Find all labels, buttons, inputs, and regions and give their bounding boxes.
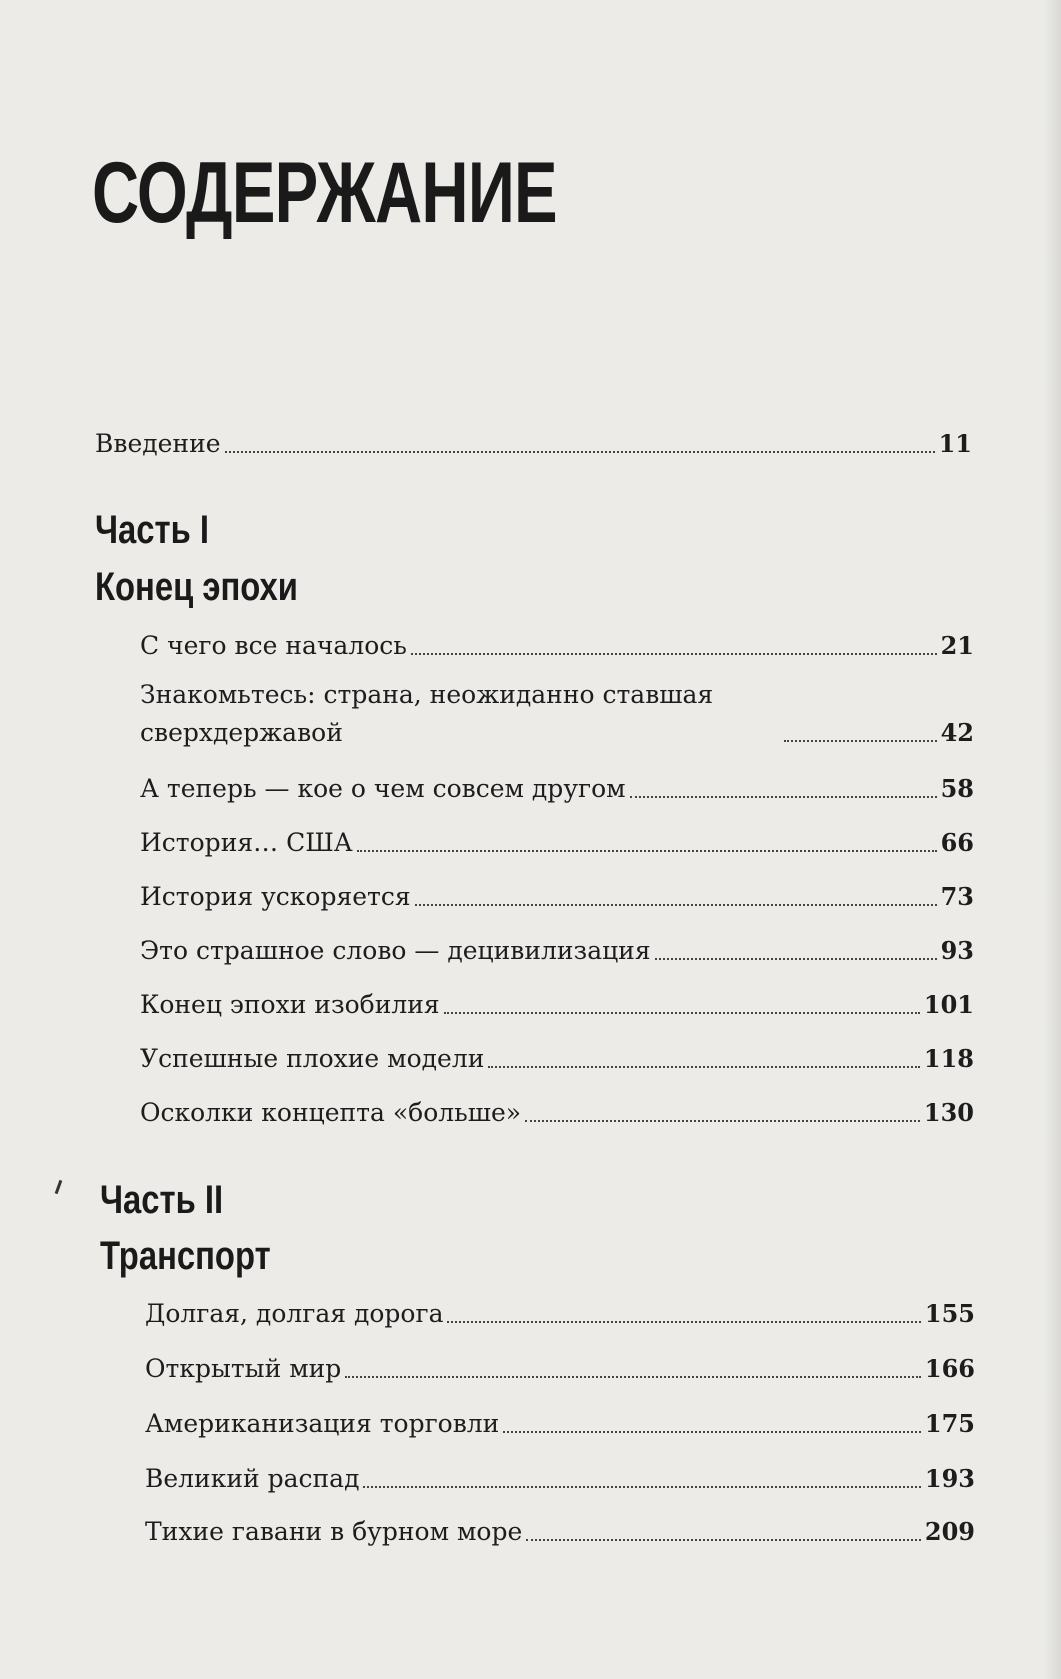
dot-leader (225, 451, 935, 453)
toc-entry[interactable] (140, 878, 974, 916)
toc-entry-label: Это страшное слово — децивилизация (140, 936, 651, 965)
dot-leader (525, 1120, 920, 1122)
part-number: Часть I (95, 508, 209, 552)
toc-entry-label: Американизация торговли (145, 1409, 500, 1438)
toc-entry[interactable] (140, 627, 974, 665)
toc-entry-label: Открытый мир (145, 1354, 342, 1383)
toc-entry-intro[interactable] (95, 425, 972, 463)
toc-page-number: 21 (940, 631, 974, 660)
toc-entry[interactable] (145, 1350, 975, 1388)
toc-entry-label: С чего все началось (140, 631, 407, 660)
toc-page-number: 209 (924, 1517, 975, 1546)
toc-page-number: 58 (940, 774, 974, 803)
toc-entry-label: Долгая, долгая дорога (145, 1299, 444, 1328)
toc-entry-label: Конец эпохи изобилия (140, 990, 440, 1019)
part-number: Часть II (100, 1178, 224, 1222)
toc-page-number: 66 (940, 828, 974, 857)
dot-leader (630, 796, 937, 798)
toc-entry[interactable] (140, 770, 974, 808)
toc-entry[interactable] (145, 1405, 975, 1443)
toc-entry[interactable] (145, 1295, 975, 1333)
toc-entry[interactable] (140, 676, 974, 752)
toc-entry-label: История… США (140, 828, 353, 857)
toc-page-number: 155 (924, 1299, 975, 1328)
toc-page-number: 193 (924, 1464, 975, 1493)
page-title: СОДЕРЖАНИЕ (92, 145, 557, 241)
toc-entry-label: Успешные плохие модели (140, 1044, 485, 1073)
toc-entry-label: Тихие гавани в бурном море (145, 1517, 523, 1546)
toc-page-number: 42 (940, 718, 974, 747)
stray-mark (55, 1180, 63, 1194)
part-name: Транспорт (100, 1234, 271, 1278)
toc-page-number: 11 (938, 429, 972, 458)
toc-entry[interactable] (140, 1040, 974, 1078)
toc-entry-label: История ускоряется (140, 882, 411, 911)
dot-leader (411, 653, 937, 655)
toc-page-number: 118 (923, 1044, 974, 1073)
toc-entry-label: Великий распад (145, 1464, 360, 1493)
dot-leader (488, 1066, 919, 1068)
toc-entry-label: А теперь — кое о чем совсем другом (140, 774, 626, 803)
dot-leader (447, 1321, 920, 1323)
toc-entry[interactable] (140, 932, 974, 970)
dot-leader (357, 850, 937, 852)
dot-leader (444, 1012, 920, 1014)
dot-leader (784, 740, 937, 742)
dot-leader (655, 958, 937, 960)
toc-page-number: 166 (924, 1354, 975, 1383)
toc-page-number: 73 (940, 882, 974, 911)
toc-entry[interactable] (145, 1460, 975, 1498)
dot-leader (415, 904, 937, 906)
toc-entry-label: Знакомьтесь: страна, неожиданно ставшая сверхдержавой (140, 680, 714, 747)
toc-page-number: 101 (923, 990, 974, 1019)
dot-leader (363, 1486, 920, 1488)
toc-entry-label: Введение (95, 429, 221, 458)
toc-page-number: 130 (923, 1098, 974, 1127)
toc-entry[interactable] (140, 986, 974, 1024)
part-name: Конец эпохи (95, 565, 298, 609)
toc-page-number: 175 (924, 1409, 975, 1438)
toc-page-number: 93 (940, 936, 974, 965)
page-edge-shadow (1043, 0, 1061, 1679)
toc-entry[interactable] (140, 824, 974, 862)
toc-entry[interactable] (140, 1094, 974, 1132)
dot-leader (503, 1431, 921, 1433)
dot-leader (345, 1376, 921, 1378)
toc-entry[interactable] (145, 1513, 975, 1551)
toc-entry-label: Осколки концепта «больше» (140, 1098, 522, 1127)
dot-leader (526, 1539, 921, 1541)
